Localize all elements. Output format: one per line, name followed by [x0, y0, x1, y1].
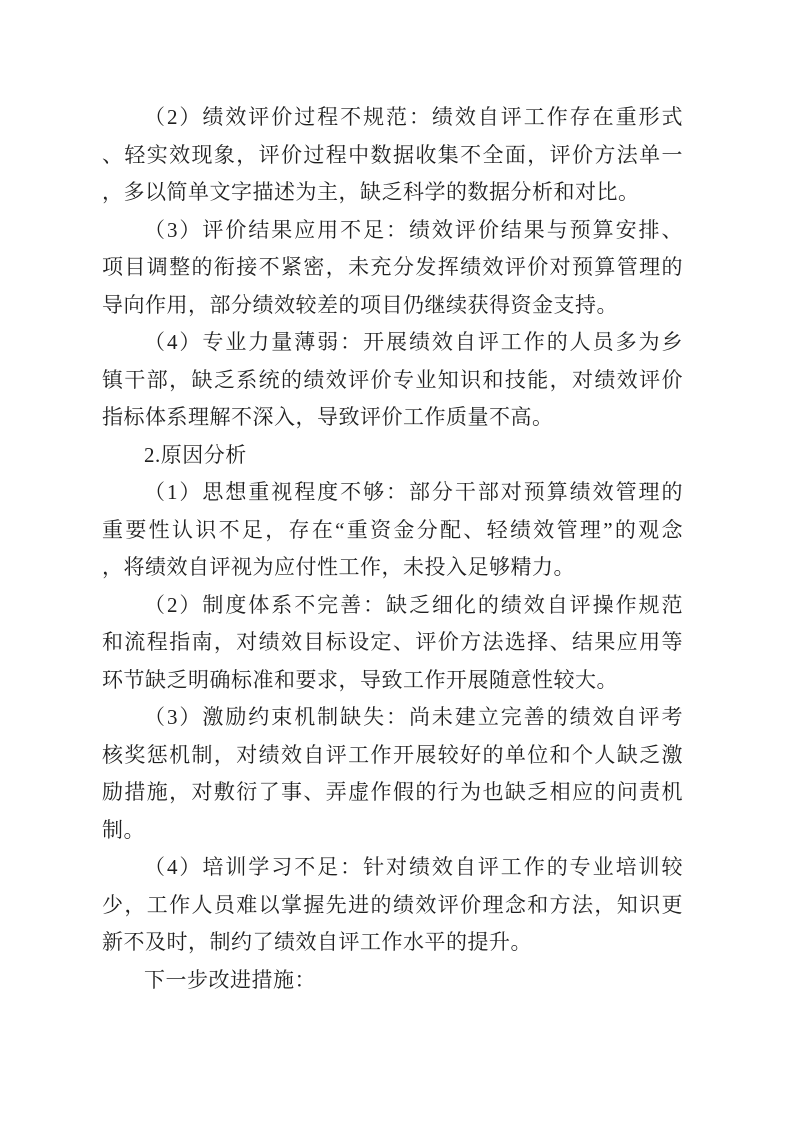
text-line: 镇干部，缺乏系统的绩效评价专业知识和技能，对绩效评价: [102, 367, 683, 392]
text-line: （3）激励约束机制缺失：尚未建立完善的绩效自评考: [144, 705, 683, 729]
text-line: 少，工作人员难以掌握先进的绩效评价理念和方法，知识更: [102, 892, 683, 917]
text-line: 重要性认识不足，存在“重资金分配、轻绩效管理”的观念: [102, 517, 683, 542]
text-line: 项目调整的衔接不紧密，未充分发挥绩效评价对预算管理的: [102, 255, 683, 279]
paragraph-next-steps-heading: [102, 962, 683, 1000]
text-line: 导向作用，部分绩效较差的项目仍继续获得资金支持。: [102, 292, 618, 317]
paragraph-cause-1-ideological-attention: [102, 474, 683, 587]
text-line: （2）绩效评价过程不规范：绩效自评工作存在重形式: [144, 105, 683, 129]
document-content: [102, 99, 683, 999]
text-line: （4）专业力量薄弱：开展绩效自评工作的人员多为乡: [144, 330, 683, 354]
paragraph-problem-2-evaluation-process: [102, 99, 683, 212]
paragraph-cause-4-training-study: [102, 849, 683, 962]
text-line: ，多以简单文字描述为主，缺乏科学的数据分析和对比。: [102, 180, 640, 204]
text-line: （1）思想重视程度不够：部分干部对预算绩效管理的: [144, 480, 683, 504]
text-line: （4）培训学习不足：针对绩效自评工作的专业培训较: [144, 855, 683, 879]
text-line: 环节缺乏明确标准和要求，导致工作开展随意性较大。: [102, 667, 618, 692]
text-line: 2.原因分析: [144, 442, 247, 467]
paragraph-problem-4-professional-capacity: [102, 324, 683, 437]
text-line: 核奖惩机制，对绩效自评工作开展较好的单位和个人缺乏激: [102, 742, 683, 767]
text-line: 和流程指南，对绩效目标设定、评价方法选择、结果应用等: [102, 630, 683, 654]
text-line: （2）制度体系不完善：缺乏细化的绩效自评操作规范: [144, 592, 683, 617]
text-line: 新不及时，制约了绩效自评工作水平的提升。: [102, 930, 532, 954]
text-line: 制。: [102, 817, 145, 842]
text-line: 、轻实效现象，评价过程中数据收集不全面，评价方法单一: [102, 142, 683, 167]
text-line: 下一步改进措施：: [144, 967, 316, 992]
text-line: 指标体系理解不深入，导致评价工作质量不高。: [102, 405, 554, 429]
paragraph-section-2-cause-analysis: [102, 437, 683, 475]
text-line: ，将绩效自评视为应付性工作，未投入足够精力。: [102, 555, 575, 579]
text-line: 励措施，对敷衍了事、弄虚作假的行为也缺乏相应的问责机: [102, 780, 683, 804]
text-line: （3）评价结果应用不足：绩效评价结果与预算安排、: [144, 217, 683, 242]
paragraph-cause-3-incentive-mechanism: [102, 699, 683, 849]
paragraph-problem-3-result-application: [102, 212, 683, 325]
paragraph-cause-2-institutional-system: [102, 587, 683, 700]
